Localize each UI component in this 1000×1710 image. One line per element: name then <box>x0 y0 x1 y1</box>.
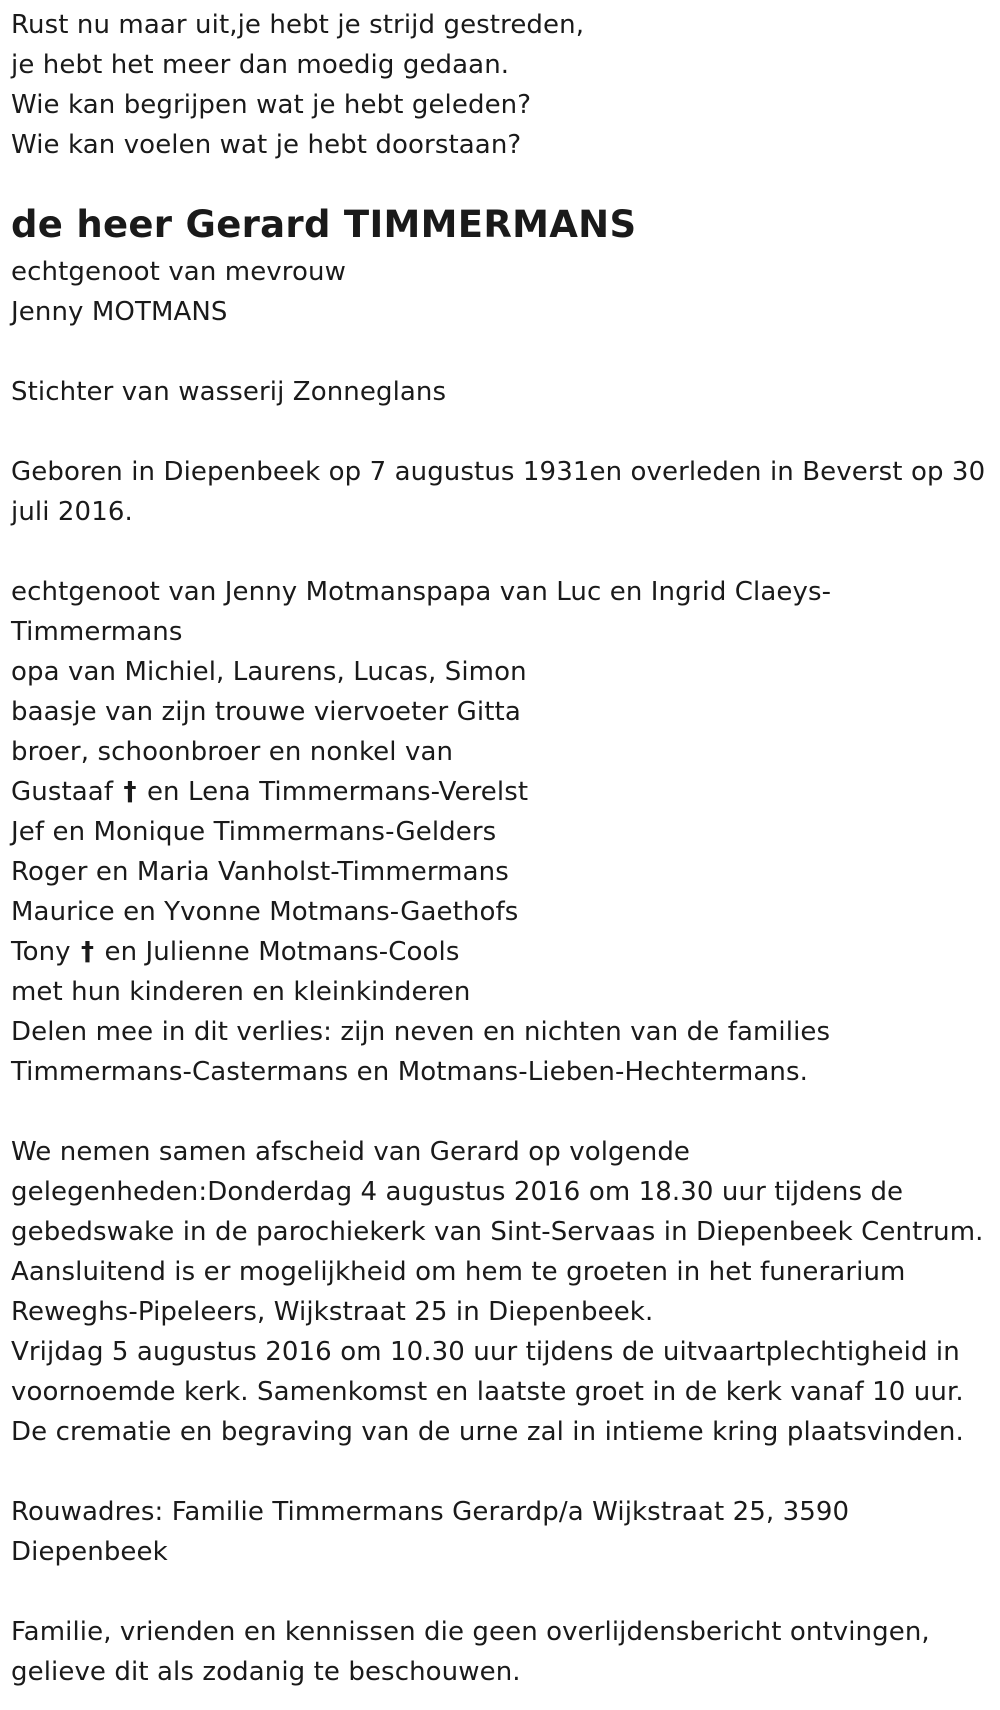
deceased-cross-icon: † <box>81 937 95 967</box>
family-line: Maurice en Yvonne Motmans-Gaethofs <box>11 897 519 927</box>
spacer <box>11 1572 996 1612</box>
spacer <box>11 412 996 452</box>
family-line-tony <box>11 932 996 972</box>
birth-death-info <box>11 452 996 532</box>
spacer <box>11 1452 996 1492</box>
birth-death-line: Geboren in Diepenbeek op 7 augustus 1931en overleden in Beverst op 30 <box>11 457 986 487</box>
family-name-rest: en Julienne Motmans-Cools <box>104 937 460 967</box>
family-name-rest: en Lena Timmermans-Verelst <box>146 777 529 807</box>
spacer <box>11 532 996 572</box>
farewell-line: Reweghs-Pipeleers, Wijkstraat 25 in Diepenbeek. <box>11 1297 654 1327</box>
farewell-line: We nemen samen afscheid van Gerard op volgende <box>11 1137 691 1167</box>
family-line: baasje van zijn trouwe viervoeter Gitta <box>11 697 521 727</box>
closing-note <box>11 1612 996 1692</box>
founder-line: Stichter van wasserij Zonneglans <box>11 377 447 407</box>
poem-line: Rust nu maar uit,je hebt je strijd gestreden, <box>11 10 585 40</box>
family-name: Tony <box>11 937 71 967</box>
family-list <box>11 572 996 1092</box>
mourning-address <box>11 1492 996 1572</box>
address-line: Diepenbeek <box>11 1537 168 1567</box>
birth-death-line: juli 2016. <box>11 497 133 527</box>
farewell-line: Aansluitend is er mogelijkheid om hem te groeten in het funerarium <box>11 1257 906 1287</box>
family-line: Timmermans-Castermans en Motmans-Lieben-Hechtermans. <box>11 1057 808 1087</box>
family-name: Gustaaf <box>11 777 114 807</box>
poem-line: Wie kan begrijpen wat je hebt geleden? <box>11 90 532 120</box>
farewell-line: De crematie en begraving van de urne zal in intieme kring plaatsvinden. <box>11 1417 964 1447</box>
family-line: Jef en Monique Timmermans-Gelders <box>11 817 497 847</box>
poem-line: je hebt het meer dan moedig gedaan. <box>11 50 510 80</box>
closing-line: gelieve dit als zodanig te beschouwen. <box>11 1657 521 1687</box>
family-line: echtgenoot van Jenny Motmanspapa van Luc en Ingrid Claeys- <box>11 577 832 607</box>
farewell-info <box>11 1132 996 1452</box>
deceased-cross-icon: † <box>123 777 137 807</box>
family-line: Timmermans <box>11 617 183 647</box>
family-line: broer, schoonbroer en nonkel van <box>11 737 454 767</box>
family-line: met hun kinderen en kleinkinderen <box>11 977 471 1007</box>
farewell-line: gelegenheden:Donderdag 4 augustus 2016 om 18.30 uur tijdens de <box>11 1177 904 1207</box>
spacer <box>11 1092 996 1132</box>
address-line: Rouwadres: Familie Timmermans Gerardp/a Wijkstraat 25, 3590 <box>11 1497 850 1527</box>
spouse-info <box>11 252 996 332</box>
poem <box>11 5 996 165</box>
obituary-notice <box>11 5 996 1692</box>
farewell-line: voornoemde kerk. Samenkomst en laatste groet in de kerk vanaf 10 uur. <box>11 1377 964 1407</box>
farewell-line: gebedswake in de parochiekerk van Sint-Servaas in Diepenbeek Centrum. <box>11 1217 984 1247</box>
family-line: Roger en Maria Vanholst-Timmermans <box>11 857 509 887</box>
spouse-line: Jenny MOTMANS <box>11 297 228 327</box>
family-line: opa van Michiel, Laurens, Lucas, Simon <box>11 657 527 687</box>
closing-line: Familie, vrienden en kennissen die geen overlijdensbericht ontvingen, <box>11 1617 930 1647</box>
family-line-gustaaf <box>11 772 996 812</box>
spouse-line: echtgenoot van mevrouw <box>11 257 346 287</box>
spacer <box>11 332 996 372</box>
poem-line: Wie kan voelen wat je hebt doorstaan? <box>11 130 522 160</box>
deceased-name-title: de heer Gerard TIMMERMANS <box>11 203 637 246</box>
farewell-line: Vrijdag 5 augustus 2016 om 10.30 uur tijdens de uitvaartplechtigheid in <box>11 1337 960 1367</box>
family-line: Delen mee in dit verlies: zijn neven en nichten van de families <box>11 1017 831 1047</box>
